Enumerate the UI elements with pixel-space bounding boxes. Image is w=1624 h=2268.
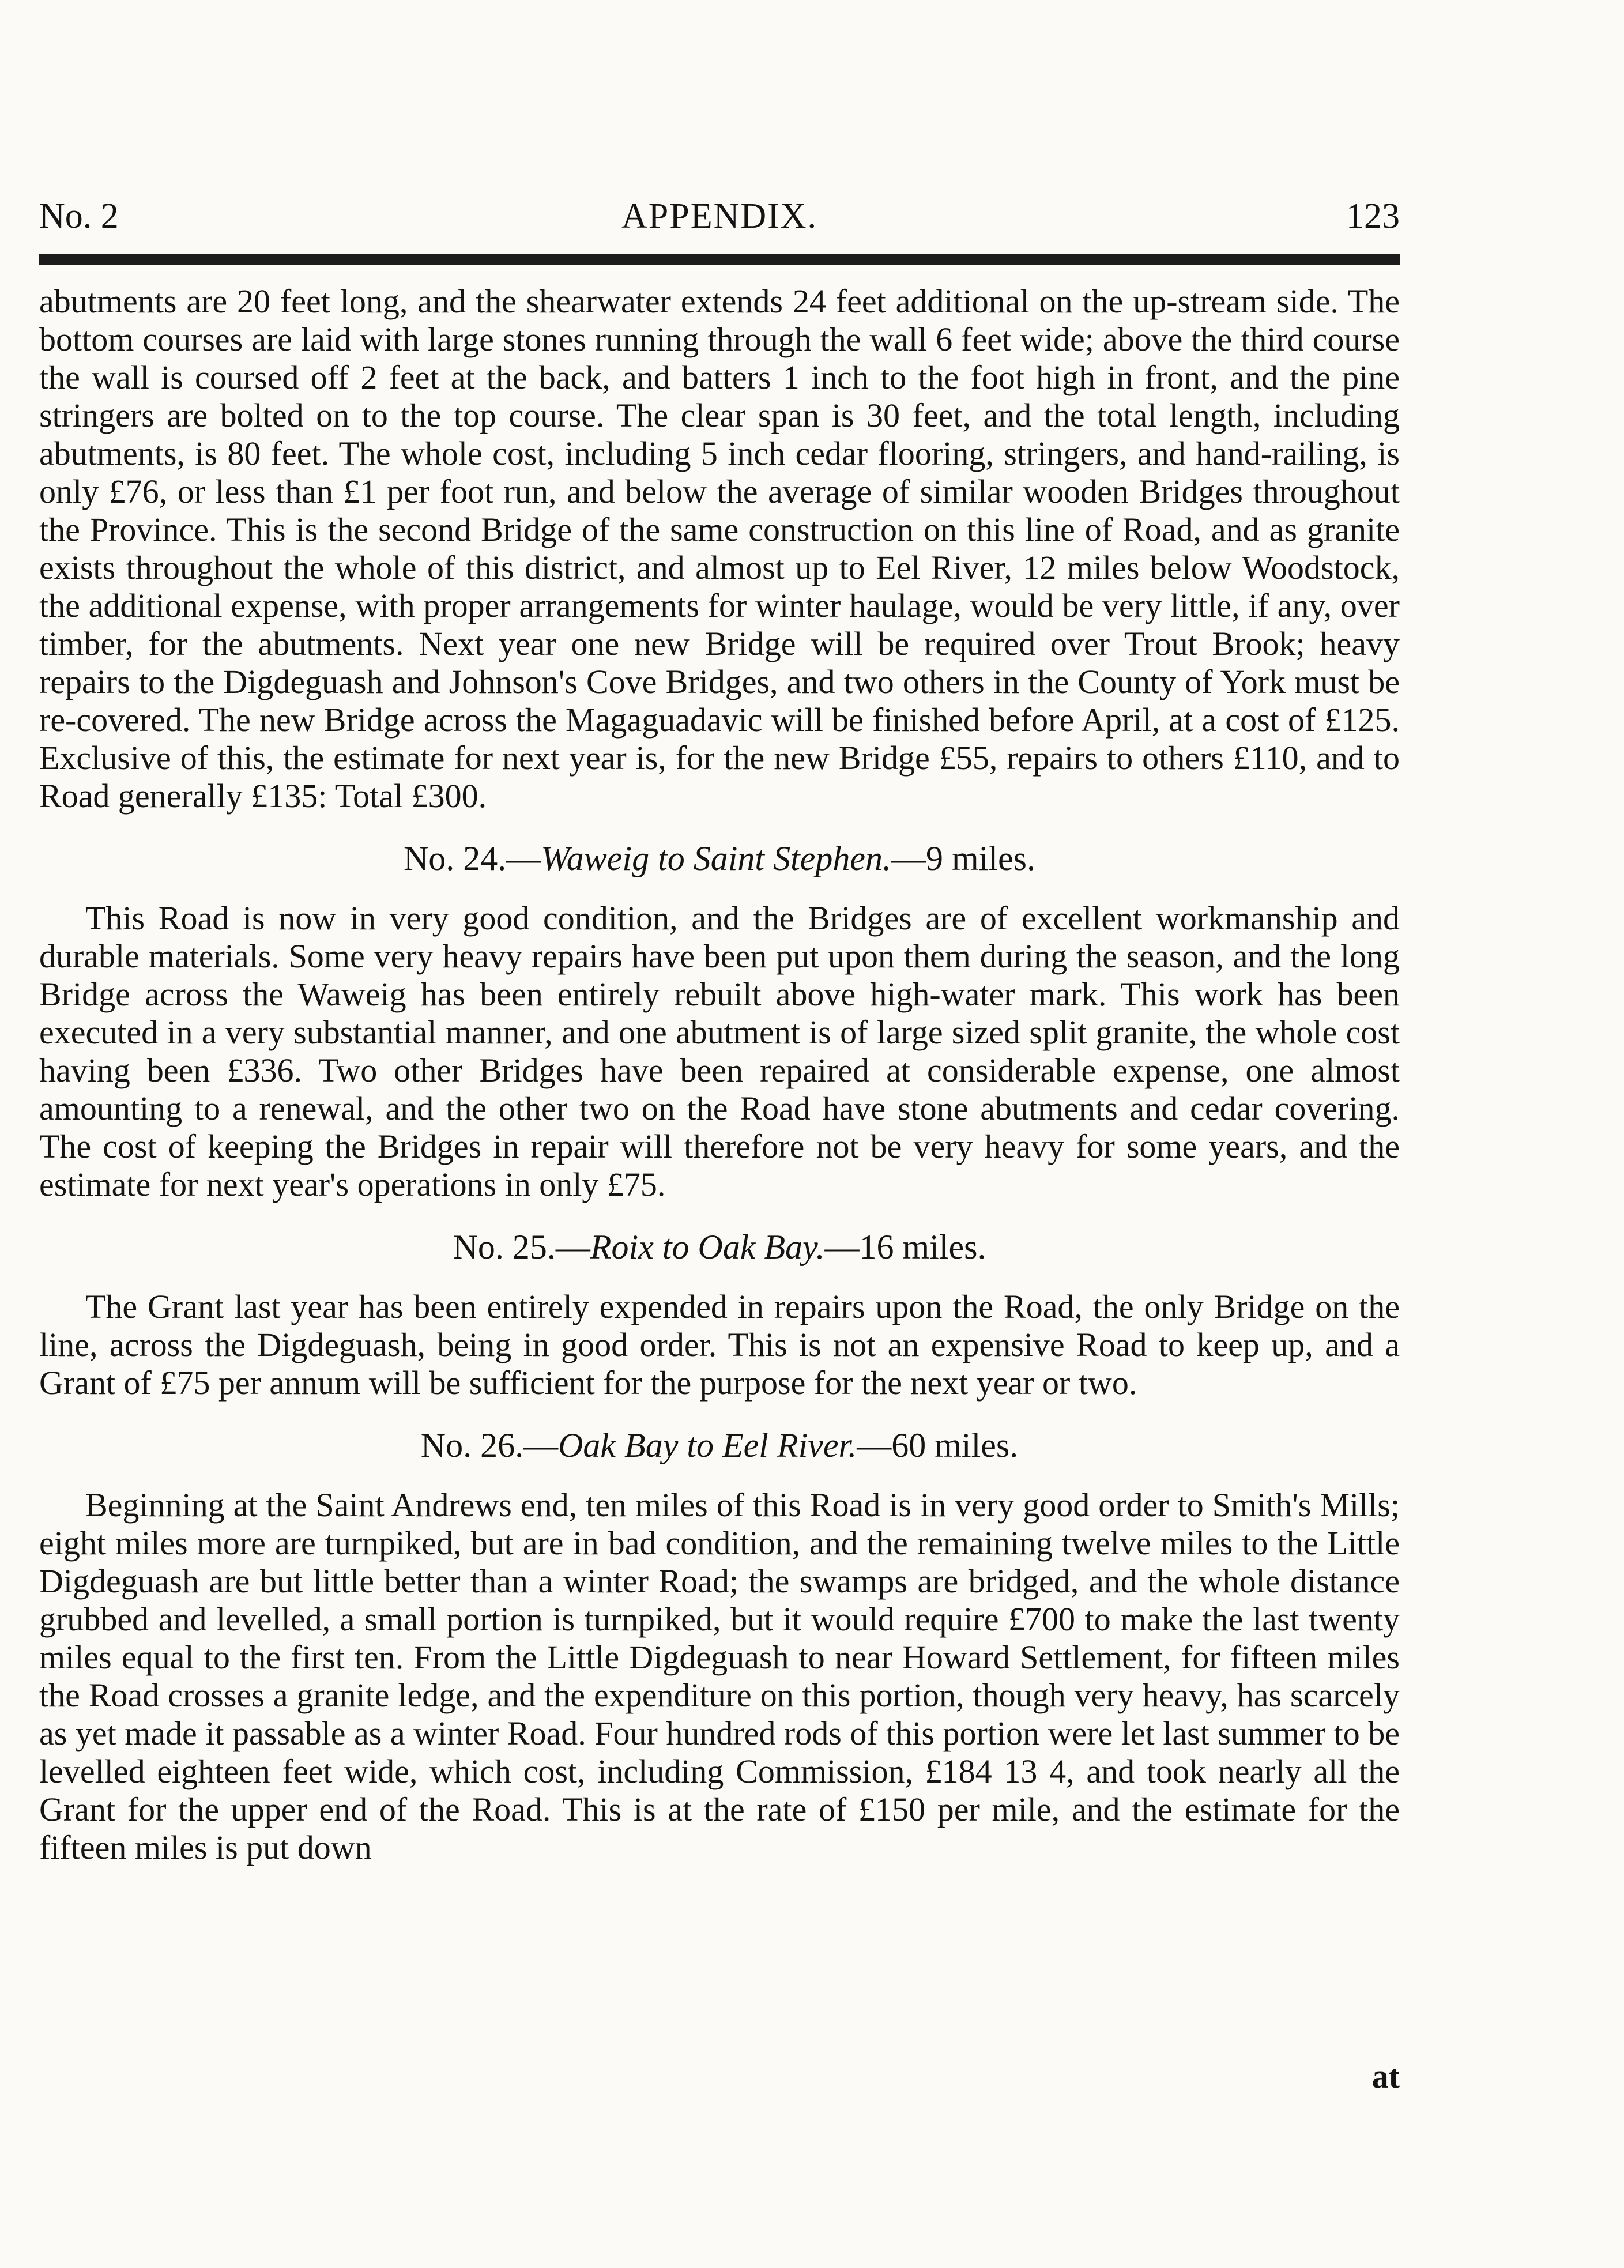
section-heading-24 xyxy=(39,839,1400,877)
section-distance: —16 miles. xyxy=(824,1228,986,1266)
continuation-paragraph: abutments are 20 feet long, and the shearwater extends 24 feet additional on the up-stream side. The bottom courses are laid with large stones running through the wall 6 feet wide; above the third course the wall is coursed off 2 feet at the back, and batters 1 inch to the foot high in front, and the pine stringers are bolted on to the top course. The clear span is 30 feet, and the total length, including abutments, is 80 feet. The whole cost, including 5 inch cedar flooring, stringers, and hand-railing, is only £76, or less than £1 per foot run, and below the average of similar wooden Bridges throughout the Province. This is the second Bridge of the same construction on this line of Road, and as granite exists throughout the whole of this district, and almost up to Eel River, 12 miles below Woodstock, the additional expense, with proper arrangements for winter haulage, would be very little, if any, over timber, for the abutments. Next year one new Bridge will be required over Trout Brook; heavy repairs to the Digdeguash and Johnson's Cove Bridges, and two others in the County of York must be re-covered. The new Bridge across the Magaguadavic will be finished before April, at a cost of £125. Exclusive of this, the estimate for next year is, for the new Bridge £55, repairs to others £110, and to Road generally £135: Total £300. xyxy=(39,282,1400,815)
section-route: Roix to Oak Bay. xyxy=(590,1228,825,1266)
section-heading-25 xyxy=(39,1228,1400,1266)
page-number: 123 xyxy=(1346,197,1400,236)
header-section-number: No. 2 xyxy=(39,197,119,236)
section-distance: —9 miles. xyxy=(891,839,1036,877)
section-route: Waweig to Saint Stephen. xyxy=(541,839,892,877)
section-paragraph-26: Beginning at the Saint Andrews end, ten miles of this Road is in very good order to Smith's Mills; eight miles more are turnpiked, but are in bad condition, and the remaining twelve miles to the Little Digdeguash are but little better than a winter Road; the swamps are bridged, and the whole distance grubbed and levelled, a small portion is turnpiked, but it would require £700 to make the last twenty miles equal to the first ten. From the Little Digdeguash to near Howard Settlement, for fifteen miles the Road crosses a granite ledge, and the expenditure on this portion, though very heavy, has scarcely as yet made it passable as a winter Road. Four hundred rods of this portion were let last summer to be levelled eighteen feet wide, which cost, including Commission, £184 13 4, and took nearly all the Grant for the upper end of the Road. This is at the rate of £150 per mile, and the estimate for the fifteen miles is put down xyxy=(39,1486,1400,1866)
section-number: No. 24.— xyxy=(403,839,541,877)
page-body xyxy=(39,282,1400,1891)
catchword: at xyxy=(1371,2058,1400,2095)
header-rule xyxy=(39,254,1400,265)
section-paragraph-24: This Road is now in very good condition, and the Bridges are of excellent workmanship and durable materials. Some very heavy repairs have been put upon them during the season, and the long Bridge across the Waweig has been entirely rebuilt above high-water mark. This work has been executed in a very substantial manner, and one abutment is of large sized split granite, the whole cost having been £336. Two other Bridges have been repaired at considerable expense, one almost amounting to a renewal, and the other two on the Road have stone abutments and cedar covering. The cost of keeping the Bridges in repair will therefore not be very heavy for some years, and the estimate for next year's operations in only £75. xyxy=(39,899,1400,1203)
section-number: No. 25.— xyxy=(453,1228,590,1266)
section-route: Oak Bay to Eel River. xyxy=(558,1426,857,1464)
section-number: No. 26.— xyxy=(420,1426,559,1464)
section-distance: —60 miles. xyxy=(857,1426,1019,1464)
running-header xyxy=(39,196,1400,248)
section-heading-26 xyxy=(39,1426,1400,1464)
section-paragraph-25: The Grant last year has been entirely expended in repairs upon the Road, the only Bridge on the line, across the Digdeguash, being in good order. This is not an expensive Road to keep up, and a Grant of £75 per annum will be sufficient for the purpose for the next year or two. xyxy=(39,1288,1400,1402)
header-title: APPENDIX. xyxy=(621,197,818,236)
